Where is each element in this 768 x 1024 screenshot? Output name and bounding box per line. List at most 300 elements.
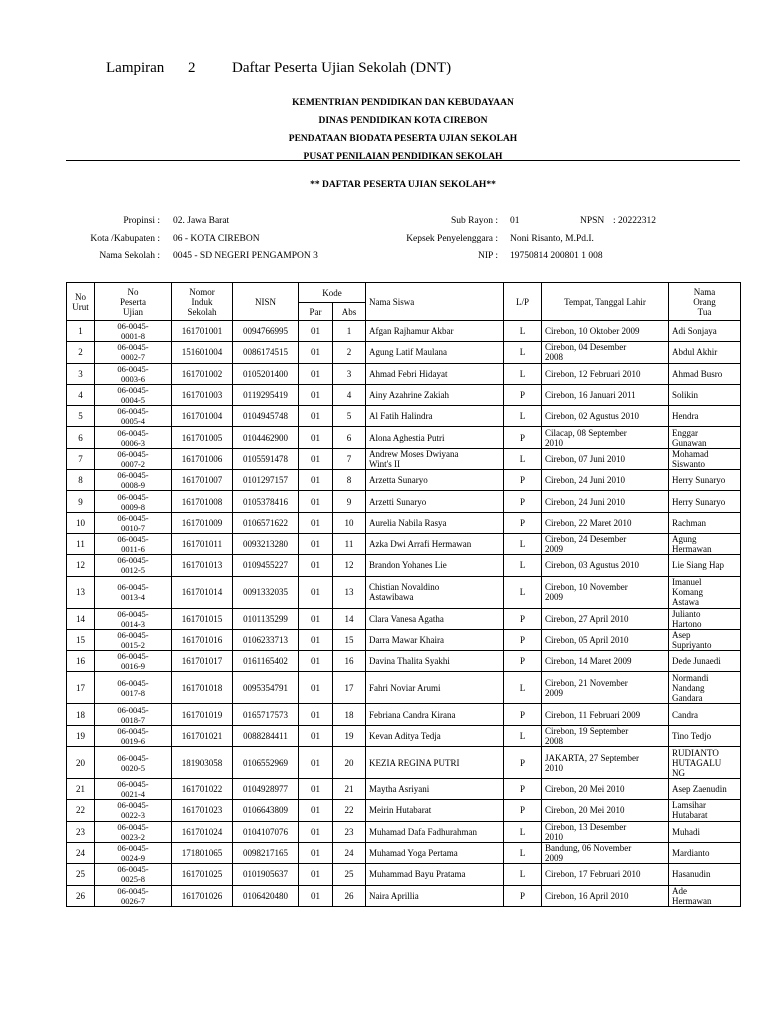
cell-par: 01	[299, 470, 333, 491]
cell-par: 01	[299, 779, 333, 800]
cell-ortu: Candra	[669, 704, 741, 725]
cell-ortu: Hasanudin	[669, 864, 741, 885]
cell-abs: 2	[333, 342, 366, 363]
cell-no: 16	[67, 651, 95, 672]
cell-abs: 5	[333, 406, 366, 427]
cell-induk: 181903058	[172, 747, 233, 779]
cell-nisn: 0104928977	[233, 779, 299, 800]
col-lp: L/P	[504, 283, 542, 321]
cell-no-peserta: 06-0045- 0005-4	[95, 406, 172, 427]
cell-ttl: Cirebon, 04 Desember 2008	[542, 342, 669, 363]
table-row	[67, 651, 741, 672]
cell-no: 8	[67, 470, 95, 491]
cell-no-peserta: 06-0045- 0024-9	[95, 842, 172, 863]
cell-nama: Muhamad Dafa Fadhurahman	[366, 821, 504, 842]
cell-nama: KEZIA REGINA PUTRI	[366, 747, 504, 779]
cell-induk: 161701006	[172, 448, 233, 469]
cell-no: 7	[67, 448, 95, 469]
cell-induk: 161701008	[172, 491, 233, 512]
cell-ortu: Tino Tedjo	[669, 725, 741, 746]
cell-par: 01	[299, 864, 333, 885]
kepsek-label-wrap	[380, 234, 498, 246]
nip-value: 19750814 200801 1 008	[510, 251, 603, 261]
cell-ortu: Lie Siang Hap	[669, 555, 741, 576]
cell-induk: 161701022	[172, 779, 233, 800]
cell-no: 11	[67, 533, 95, 554]
cell-abs: 11	[333, 533, 366, 554]
cell-abs: 21	[333, 779, 366, 800]
cell-ttl: Cirebon, 14 Maret 2009	[542, 651, 669, 672]
cell-nisn: 0095354791	[233, 672, 299, 704]
nip-label: NIP :	[478, 251, 498, 261]
cell-ttl: Cilacap, 08 September 2010	[542, 427, 669, 448]
cell-ortu: Herry Sunaryo	[669, 491, 741, 512]
cell-ttl: Cirebon, 05 April 2010	[542, 629, 669, 650]
cell-lp: P	[504, 470, 542, 491]
cell-abs: 17	[333, 672, 366, 704]
cell-nisn: 0165717573	[233, 704, 299, 725]
cell-ttl: Cirebon, 12 Februari 2010	[542, 363, 669, 384]
cell-nama: Muhamad Yoga Pertama	[366, 842, 504, 863]
cell-no: 1	[67, 321, 95, 342]
cell-ortu: Adi Sonjaya	[669, 321, 741, 342]
table-row	[67, 629, 741, 650]
cell-nama: Brandon Yohanes Lie	[366, 555, 504, 576]
cell-lp: L	[504, 555, 542, 576]
cell-nama: Al Fatih Halindra	[366, 406, 504, 427]
cell-nisn: 0093213280	[233, 533, 299, 554]
cell-lp: L	[504, 725, 542, 746]
cell-ttl: JAKARTA, 27 September 2010	[542, 747, 669, 779]
cell-induk: 161701007	[172, 470, 233, 491]
cell-par: 01	[299, 725, 333, 746]
header-line-3: PENDATAAN BIODATA PESERTA UJIAN SEKOLAH	[288, 134, 518, 144]
cell-no: 2	[67, 342, 95, 363]
cell-no-peserta: 06-0045- 0006-3	[95, 427, 172, 448]
cell-no: 24	[67, 842, 95, 863]
col-nomor-induk: Nomor Induk Sekolah	[172, 283, 233, 321]
cell-ttl: Cirebon, 13 Desember 2010	[542, 821, 669, 842]
cell-ttl: Cirebon, 20 Mei 2010	[542, 800, 669, 821]
cell-par: 01	[299, 406, 333, 427]
cell-nisn: 0106571622	[233, 512, 299, 533]
cell-induk: 161701024	[172, 821, 233, 842]
col-par: Par	[299, 303, 333, 321]
cell-nama: Febriana Candra Kirana	[366, 704, 504, 725]
cell-ttl: Cirebon, 02 Agustus 2010	[542, 406, 669, 427]
cell-par: 01	[299, 576, 333, 608]
cell-abs: 24	[333, 842, 366, 863]
participant-table	[66, 282, 741, 907]
col-kode: Kode	[299, 283, 366, 303]
cell-nama: Clara Vanesa Agatha	[366, 608, 504, 629]
cell-lp: P	[504, 800, 542, 821]
cell-nisn: 0105591478	[233, 448, 299, 469]
cell-par: 01	[299, 555, 333, 576]
table-row	[67, 491, 741, 512]
cell-ortu: Rachman	[669, 512, 741, 533]
cell-lp: L	[504, 533, 542, 554]
cell-lp: P	[504, 629, 542, 650]
cell-ortu: Hendra	[669, 406, 741, 427]
cell-no: 23	[67, 821, 95, 842]
cell-par: 01	[299, 427, 333, 448]
cell-par: 01	[299, 651, 333, 672]
col-no-urut: No Urut	[67, 283, 95, 321]
cell-nama: Muhammad Bayu Pratama	[366, 864, 504, 885]
cell-no: 3	[67, 363, 95, 384]
cell-no: 26	[67, 885, 95, 906]
cell-no-peserta: 06-0045- 0001-8	[95, 321, 172, 342]
cell-no: 10	[67, 512, 95, 533]
cell-nama: Arzetti Sunaryo	[366, 491, 504, 512]
cell-lp: P	[504, 491, 542, 512]
cell-nama: Afgan Rajhamur Akbar	[366, 321, 504, 342]
cell-ortu: Ahmad Busro	[669, 363, 741, 384]
table-row	[67, 512, 741, 533]
table-row	[67, 747, 741, 779]
cell-lp: P	[504, 608, 542, 629]
cell-induk: 161701016	[172, 629, 233, 650]
cell-ortu: Lamsihar Hutabarat	[669, 800, 741, 821]
cell-no: 4	[67, 384, 95, 405]
cell-induk: 161701015	[172, 608, 233, 629]
cell-no-peserta: 06-0045- 0016-9	[95, 651, 172, 672]
cell-nama: Azka Dwi Arrafi Hermawan	[366, 533, 504, 554]
header-line-2: DINAS PENDIDIKAN KOTA CIREBON	[318, 116, 488, 126]
cell-abs: 15	[333, 629, 366, 650]
cell-no-peserta: 06-0045- 0014-3	[95, 608, 172, 629]
cell-par: 01	[299, 321, 333, 342]
cell-nama: Fahri Noviar Arumi	[366, 672, 504, 704]
cell-nisn: 0098217165	[233, 842, 299, 863]
cell-par: 01	[299, 800, 333, 821]
cell-lp: L	[504, 363, 542, 384]
cell-no: 13	[67, 576, 95, 608]
header-line-4: PUSAT PENILAIAN PENDIDIKAN SEKOLAH	[303, 152, 503, 162]
cell-abs: 10	[333, 512, 366, 533]
cell-ortu: Dede Junaedi	[669, 651, 741, 672]
cell-ortu: Julianto Hartono	[669, 608, 741, 629]
cell-no-peserta: 06-0045- 0008-9	[95, 470, 172, 491]
lampiran-label: Lampiran	[106, 60, 165, 76]
table-row	[67, 321, 741, 342]
cell-no: 25	[67, 864, 95, 885]
cell-no-peserta: 06-0045- 0007-2	[95, 448, 172, 469]
cell-par: 01	[299, 533, 333, 554]
cell-ortu: Ade Hermawan	[669, 885, 741, 906]
cell-no-peserta: 06-0045- 0004-5	[95, 384, 172, 405]
cell-induk: 161701011	[172, 533, 233, 554]
cell-ttl: Cirebon, 24 Juni 2010	[542, 491, 669, 512]
table-row	[67, 725, 741, 746]
table-row	[67, 363, 741, 384]
subrayon-value: 01	[510, 216, 520, 226]
cell-nisn: 0106552969	[233, 747, 299, 779]
cell-nama: Ainy Azahrine Zakiah	[366, 384, 504, 405]
cell-ortu: Mohamad Siswanto	[669, 448, 741, 469]
npsn-value: : 20222312	[613, 216, 657, 226]
cell-nisn: 0101297157	[233, 470, 299, 491]
cell-ttl: Cirebon, 16 Januari 2011	[542, 384, 669, 405]
cell-nisn: 0106233713	[233, 629, 299, 650]
col-nama-ortu: Nama Orang Tua	[669, 283, 741, 321]
cell-no: 22	[67, 800, 95, 821]
cell-lp: L	[504, 821, 542, 842]
cell-nisn: 0109455227	[233, 555, 299, 576]
cell-nama: Aurelia Nabila Rasya	[366, 512, 504, 533]
table-row	[67, 342, 741, 363]
cell-nisn: 0119295419	[233, 384, 299, 405]
table-row	[67, 608, 741, 629]
cell-lp: P	[504, 427, 542, 448]
cell-nama: Darra Mawar Khaira	[366, 629, 504, 650]
cell-par: 01	[299, 672, 333, 704]
cell-ortu: Agung Hermawan	[669, 533, 741, 554]
document-title	[106, 60, 451, 77]
cell-induk: 161701009	[172, 512, 233, 533]
table-row	[67, 576, 741, 608]
list-subtitle: ** DAFTAR PESERTA UJIAN SEKOLAH**	[310, 180, 496, 190]
table-row	[67, 821, 741, 842]
cell-abs: 9	[333, 491, 366, 512]
cell-nisn: 0101905637	[233, 864, 299, 885]
table-row	[67, 448, 741, 469]
cell-nisn: 0086174515	[233, 342, 299, 363]
cell-induk: 161701002	[172, 363, 233, 384]
cell-par: 01	[299, 608, 333, 629]
cell-ortu: Herry Sunaryo	[669, 470, 741, 491]
cell-abs: 12	[333, 555, 366, 576]
table-row	[67, 864, 741, 885]
cell-nisn: 0106643809	[233, 800, 299, 821]
cell-no-peserta: 06-0045- 0018-7	[95, 704, 172, 725]
kepsek-value: Noni Risanto, M.Pd.I.	[510, 234, 594, 244]
cell-no: 9	[67, 491, 95, 512]
cell-par: 01	[299, 747, 333, 779]
cell-nama: Davina Thalita Syakhi	[366, 651, 504, 672]
cell-ttl: Cirebon, 10 November 2009	[542, 576, 669, 608]
sekolah-label: Nama Sekolah :	[99, 251, 160, 261]
cell-lp: P	[504, 512, 542, 533]
institution-header	[66, 94, 740, 166]
cell-no-peserta: 06-0045- 0021-4	[95, 779, 172, 800]
participant-rows	[67, 321, 741, 907]
cell-abs: 4	[333, 384, 366, 405]
cell-induk: 161701013	[172, 555, 233, 576]
lampiran-number: 2	[188, 60, 196, 76]
nip-label-wrap	[380, 251, 498, 263]
subrayon-label-wrap	[380, 216, 498, 228]
propinsi-label: Propinsi :	[123, 216, 160, 226]
cell-induk: 161701017	[172, 651, 233, 672]
cell-nama: Arzetta Sunaryo	[366, 470, 504, 491]
cell-abs: 3	[333, 363, 366, 384]
col-no-peserta: No Peserta Ujian	[95, 283, 172, 321]
cell-no: 15	[67, 629, 95, 650]
col-abs: Abs	[333, 303, 366, 321]
table-row	[67, 533, 741, 554]
cell-no-peserta: 06-0045- 0023-2	[95, 821, 172, 842]
cell-no-peserta: 06-0045- 0012-5	[95, 555, 172, 576]
cell-lp: L	[504, 342, 542, 363]
table-row	[67, 779, 741, 800]
cell-no: 21	[67, 779, 95, 800]
cell-induk: 161701018	[172, 672, 233, 704]
table-row	[67, 406, 741, 427]
cell-par: 01	[299, 384, 333, 405]
cell-nama: Ahmad Febri Hidayat	[366, 363, 504, 384]
cell-nisn: 0106420480	[233, 885, 299, 906]
cell-abs: 7	[333, 448, 366, 469]
cell-no: 5	[67, 406, 95, 427]
cell-induk: 161701001	[172, 321, 233, 342]
cell-ttl: Cirebon, 20 Mei 2010	[542, 779, 669, 800]
cell-no: 18	[67, 704, 95, 725]
cell-induk: 161701021	[172, 725, 233, 746]
kepsek-label: Kepsek Penyelenggara :	[406, 234, 498, 244]
cell-lp: L	[504, 448, 542, 469]
cell-no-peserta: 06-0045- 0009-8	[95, 491, 172, 512]
cell-nama: Naira Aprillia	[366, 885, 504, 906]
cell-lp: L	[504, 842, 542, 863]
cell-abs: 23	[333, 821, 366, 842]
cell-ttl: Cirebon, 22 Maret 2010	[542, 512, 669, 533]
cell-nama: Maytha Asriyani	[366, 779, 504, 800]
cell-ttl: Cirebon, 19 September 2008	[542, 725, 669, 746]
cell-no: 12	[67, 555, 95, 576]
cell-abs: 13	[333, 576, 366, 608]
cell-nisn: 0101135299	[233, 608, 299, 629]
cell-induk: 161701023	[172, 800, 233, 821]
header-line-1: KEMENTRIAN PENDIDIKAN DAN KEBUDAYAAN	[292, 98, 514, 108]
table-row	[67, 672, 741, 704]
cell-lp: P	[504, 747, 542, 779]
cell-nama: Chistian Novaldino Astawibawa	[366, 576, 504, 608]
cell-ortu: Abdul Akhir	[669, 342, 741, 363]
cell-nisn: 0104462900	[233, 427, 299, 448]
cell-induk: 161701019	[172, 704, 233, 725]
cell-ttl: Cirebon, 07 Juni 2010	[542, 448, 669, 469]
col-ttl: Tempat, Tanggal Lahir	[542, 283, 669, 321]
cell-ttl: Cirebon, 10 Oktober 2009	[542, 321, 669, 342]
cell-no-peserta: 06-0045- 0019-6	[95, 725, 172, 746]
cell-ttl: Cirebon, 16 April 2010	[542, 885, 669, 906]
col-nisn: NISN	[233, 283, 299, 321]
cell-abs: 16	[333, 651, 366, 672]
cell-induk: 161701004	[172, 406, 233, 427]
cell-ttl: Cirebon, 24 Desember 2009	[542, 533, 669, 554]
cell-no-peserta: 06-0045- 0022-3	[95, 800, 172, 821]
title-text: Daftar Peserta Ujian Sekolah (DNT)	[232, 60, 452, 76]
cell-nisn: 0088284411	[233, 725, 299, 746]
cell-ttl: Cirebon, 27 April 2010	[542, 608, 669, 629]
cell-lp: P	[504, 651, 542, 672]
cell-lp: L	[504, 406, 542, 427]
table-row	[67, 427, 741, 448]
header-divider	[66, 160, 740, 161]
cell-no-peserta: 06-0045- 0017-8	[95, 672, 172, 704]
cell-no: 6	[67, 427, 95, 448]
propinsi-value: 02. Jawa Barat	[173, 216, 230, 226]
sekolah-value: 0045 - SD NEGERI PENGAMPON 3	[173, 251, 318, 261]
cell-no-peserta: 06-0045- 0003-6	[95, 363, 172, 384]
cell-lp: L	[504, 321, 542, 342]
cell-nama: Alona Aghestia Putri	[366, 427, 504, 448]
cell-abs: 22	[333, 800, 366, 821]
cell-induk: 161701003	[172, 384, 233, 405]
subrayon-label: Sub Rayon :	[451, 216, 498, 226]
cell-no: 17	[67, 672, 95, 704]
kota-value: 06 - KOTA CIREBON	[173, 234, 260, 244]
col-nama-siswa: Nama Siswa	[366, 283, 504, 321]
cell-abs: 26	[333, 885, 366, 906]
table-row	[67, 470, 741, 491]
cell-no-peserta: 06-0045- 0010-7	[95, 512, 172, 533]
cell-ortu: Enggar Gunawan	[669, 427, 741, 448]
kota-label-wrap	[66, 234, 160, 246]
cell-nisn: 0104107076	[233, 821, 299, 842]
cell-lp: L	[504, 864, 542, 885]
npsn-label: NPSN	[580, 216, 605, 226]
cell-par: 01	[299, 885, 333, 906]
cell-no-peserta: 06-0045- 0002-7	[95, 342, 172, 363]
table-row	[67, 800, 741, 821]
cell-induk: 161701005	[172, 427, 233, 448]
cell-no-peserta: 06-0045- 0015-2	[95, 629, 172, 650]
cell-induk: 161701014	[172, 576, 233, 608]
cell-abs: 25	[333, 864, 366, 885]
table-row	[67, 842, 741, 863]
cell-no-peserta: 06-0045- 0020-5	[95, 747, 172, 779]
cell-lp: P	[504, 779, 542, 800]
cell-no-peserta: 06-0045- 0011-6	[95, 533, 172, 554]
cell-ortu: Solikin	[669, 384, 741, 405]
table-row	[67, 555, 741, 576]
cell-abs: 19	[333, 725, 366, 746]
cell-ttl: Cirebon, 24 Juni 2010	[542, 470, 669, 491]
cell-lp: P	[504, 704, 542, 725]
cell-nama: Andrew Moses Dwiyana Wint's II	[366, 448, 504, 469]
cell-abs: 1	[333, 321, 366, 342]
cell-ttl: Cirebon, 17 Februari 2010	[542, 864, 669, 885]
cell-nisn: 0161165402	[233, 651, 299, 672]
cell-ortu: Mardianto	[669, 842, 741, 863]
cell-lp: P	[504, 885, 542, 906]
cell-ortu: Muhadi	[669, 821, 741, 842]
cell-par: 01	[299, 512, 333, 533]
cell-abs: 8	[333, 470, 366, 491]
cell-nisn: 0094766995	[233, 321, 299, 342]
cell-abs: 14	[333, 608, 366, 629]
sekolah-label-wrap	[66, 251, 160, 263]
cell-no-peserta: 06-0045- 0025-8	[95, 864, 172, 885]
cell-nisn: 0105201400	[233, 363, 299, 384]
cell-ttl: Cirebon, 11 Februari 2009	[542, 704, 669, 725]
cell-no-peserta: 06-0045- 0026-7	[95, 885, 172, 906]
cell-no: 14	[67, 608, 95, 629]
cell-induk: 151601004	[172, 342, 233, 363]
cell-ttl: Cirebon, 21 November 2009	[542, 672, 669, 704]
cell-ttl: Cirebon, 03 Agustus 2010	[542, 555, 669, 576]
cell-ortu: Asep Zaenudin	[669, 779, 741, 800]
cell-par: 01	[299, 842, 333, 863]
cell-no: 19	[67, 725, 95, 746]
cell-ortu: Asep Supriyanto	[669, 629, 741, 650]
kota-label: Kota /Kabupaten :	[90, 234, 160, 244]
cell-ttl: Bandung, 06 November 2009	[542, 842, 669, 863]
cell-lp: L	[504, 576, 542, 608]
